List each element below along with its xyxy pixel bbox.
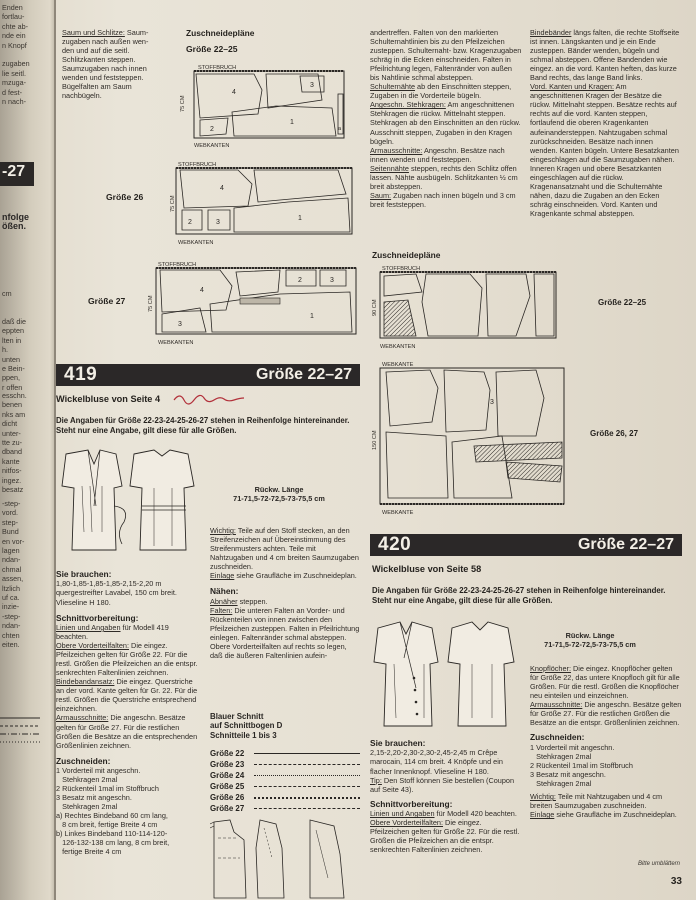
plans-419-title: Zuschneidepläne — [186, 28, 255, 38]
gutter-line: lagen — [2, 546, 20, 555]
schnittvorbereitung-heading: Schnittvorbereitung: — [56, 612, 139, 623]
gutter-line: dicht — [2, 419, 18, 429]
svg-text:3: 3 — [310, 82, 314, 89]
sie-brauchen-paragraph: Tip: Den Stoff können Sie bestellen (Coupon auf Seite 43). — [370, 775, 515, 794]
svg-text:STOFFBRUCH: STOFFBRUCH — [382, 266, 421, 272]
cutting-plan-419-27 — [140, 258, 364, 348]
model-419-intro: Die Angaben für Größe 22-23-24-25-26-27 stehen in Reihenfolge hintereinander. Steht nur eine Angabe, gilt diese für alle Größen. — [56, 416, 350, 435]
text-line: zugaben nach außen wen- — [62, 37, 149, 47]
wichtig-paragraph-420: Wichtig: Teile mit Nahtzugaben und 4 cm breiten Saumzugaben zuschneiden. — [530, 791, 663, 811]
size-legend-row — [210, 803, 360, 814]
size-legend-line — [254, 797, 360, 799]
size-legend-row — [210, 748, 360, 759]
schnittvorbereitung-text — [56, 623, 202, 750]
svg-text:75 CM: 75 CM — [170, 195, 176, 212]
size-legend-label: Größe 22 — [210, 748, 245, 758]
gutter-line: benen — [2, 400, 22, 410]
size-legend-row — [210, 792, 360, 803]
model-419-illustration — [58, 446, 198, 558]
svg-text:1: 1 — [310, 313, 314, 320]
zuschneiden-item: 3 Besatz mit angeschn. — [56, 793, 132, 803]
model-419-col1-text — [56, 569, 202, 857]
gutter-line: daß die — [2, 317, 26, 326]
col3-paragraph: andertreffen. Falten von den markierten Schulternahtlinien bis zu den Pfeilzeichen zusteppen. Schulternaht- bzw. Kragenzugaben schräg in die Ecken einschneiden. Falten in Pfeilrichtung legen, Faltenränder von außen bis Nahtlinie schmal absteppen. — [370, 28, 522, 83]
back-length-value: 71-71,5-72-72,5-73-75,5 cm — [233, 493, 325, 503]
model-420-size-range: Größe 22–27 — [577, 536, 674, 554]
model-420-col-b-text — [530, 664, 682, 819]
model-419-size-range: Größe 22–27 — [255, 366, 352, 384]
model-419-title: Wickelbluse von Seite 4 — [56, 394, 161, 404]
gutter-line: nde ein — [2, 31, 26, 41]
gutter-line: uf ca. — [2, 593, 20, 602]
gutter-line: nitfos- — [2, 466, 22, 476]
text-line: Schlitzkanten steppen. — [62, 55, 136, 65]
sie-brauchen-heading-420: Sie brauchen: — [370, 738, 426, 748]
model-420-title: Wickelbluse von Seite 58 — [372, 564, 482, 574]
svg-text:WEBKANTEN: WEBKANTEN — [380, 344, 416, 350]
plans-419-size-main: Größe 22–25 — [186, 44, 238, 54]
svg-text:90 CM: 90 CM — [372, 299, 378, 316]
gutter-line: chmal — [2, 564, 22, 574]
gutter-line: esschn. — [2, 391, 27, 400]
zuschneiden-item: fertige Breite 4 cm — [56, 847, 122, 857]
cutting-plan-420-22-25 — [366, 262, 562, 350]
gutter-line: ndan- — [2, 555, 21, 565]
gutter-line: unter- — [2, 428, 21, 438]
model-420-intro: Die Angaben für Größe 22-23-24-25-26-27 stehen in Reihenfolge hintereinander. Steht nur eine Angabe, gilt diese für alle Größen. — [372, 586, 666, 605]
gutter-line: Bund — [2, 527, 19, 537]
red-scribble-mark — [172, 390, 246, 406]
gutter-line: ltzlich — [2, 583, 20, 593]
gutter-line: h. — [2, 345, 8, 355]
gutter-line: mzuga- — [2, 78, 26, 88]
zuschneiden-heading-420: Zuschneiden: — [530, 732, 585, 743]
zuschneiden-item: b) Linkes Bindeband 110-114-120- — [56, 829, 168, 839]
svg-text:3: 3 — [330, 277, 334, 284]
schnittvorbereitung-text-420 — [370, 809, 522, 854]
svg-text:2: 2 — [188, 219, 192, 226]
naehen-heading: Nähen: — [210, 586, 239, 597]
gutter-line: dband — [2, 447, 22, 457]
zuschneiden-item-420: 3 Besatz mit angeschn. — [530, 769, 606, 779]
plans-420-size-b: Größe 26, 27 — [590, 429, 639, 438]
gutter-line: n nach- — [2, 97, 26, 106]
gutter-line: d fest- — [2, 87, 22, 97]
size-legend-row — [210, 770, 360, 781]
model-419-col2-text — [210, 526, 360, 660]
col3-paragraph: Schulternähte ab den Einschnitten steppen, Zugaben in die Vorderteile bügeln. — [370, 82, 512, 101]
gutter-line: chten — [2, 630, 20, 640]
zuschneiden-item: 126-132-138 cm lang, 8 cm breit, — [56, 838, 170, 848]
blauer-schnitt-block — [210, 712, 282, 740]
naehen-text — [210, 597, 360, 660]
size-legend-label: Größe 25 — [210, 781, 245, 791]
svg-text:WEBKANTE: WEBKANTE — [382, 510, 414, 516]
size-legend-line — [254, 764, 360, 765]
gutter-line: -step- — [2, 499, 21, 508]
col3-paragraph: Seitennähte steppen, rechts den Schlitz offen lassen. Nähte ausbügeln. Schlitzkanten ½ cm breit absteppen. — [370, 163, 518, 191]
blauer-schnitt-line2: Schnitteile 1 bis 3 — [210, 730, 277, 740]
text-line: wenden und feststeppen. — [62, 73, 144, 83]
gutter-line: eppten — [2, 326, 24, 336]
gutter-line: eiten. — [2, 640, 20, 649]
schnitt-paragraph: Armausschnitte: Die angeschn. Besätze gelten für Größe 27. Für die restlichen Größen die Besätze an die entsprechenden Größenlinien zeichnen. — [56, 713, 198, 750]
svg-text:1: 1 — [298, 215, 302, 222]
size-legend-row — [210, 781, 360, 792]
svg-text:WEBKANTEN: WEBKANTEN — [178, 240, 214, 246]
size-legend-label: Größe 27 — [210, 803, 245, 813]
zuschneiden-item-420: Stehkragen 2mal — [530, 778, 592, 788]
knopf-paragraph: Armausschnitte: Die angeschn. Besätze gelten für Größe 27. Für die restlichen Größen die Besätze an die entspr. Größenlinien zeichnen. — [530, 700, 682, 728]
gutter-line: Enden — [2, 3, 23, 12]
plans-420-size-a: Größe 22–25 — [598, 298, 647, 307]
zuschneiden-item: Stehkragen 2mal — [56, 775, 118, 785]
zuschneiden-item: 1 Vorderteil mit angeschn. — [56, 766, 141, 776]
gutter-line: besatz — [2, 485, 24, 494]
schnitt-paragraph-420: Obere Vorderteilfalten: Die eingez. Pfeilzeichen gelten für Größe 22. Für die restl. Größen die Pfeilzeichen an die entspr. senkrechten Faltenlinien zeichnen. — [370, 818, 520, 855]
stoffbruch-label: STOFFBRUCH — [198, 65, 237, 71]
zuschneiden-item: a) Rechtes Bindeband 60 cm lang, — [56, 811, 168, 821]
gutter-line: unten — [2, 354, 20, 364]
gutter-line: -step- — [2, 611, 21, 621]
col4-paragraph: Bindebänder längs falten, die rechte Stoffseite ist innen. Längskanten und je ein Ende zusteppen. Bänder wenden, bügeln und schmal absteppen. Offene Bandenden wie eingez. an die vord. Kanten heften, das kurze Band rechts, das lange Band links. — [530, 28, 680, 83]
col4-bindebaender-text — [530, 28, 682, 218]
gutter-line: e Bein- — [2, 364, 25, 373]
gutter-line: n Knopf — [2, 40, 27, 50]
gutter-line: fortlau- — [2, 12, 25, 22]
svg-text:2: 2 — [210, 126, 214, 133]
zuschneiden-item: Stehkragen 2mal — [56, 802, 118, 812]
text-line: den und auf die seitl. — [62, 46, 130, 56]
model-419-banner — [56, 364, 360, 386]
size-legend-line — [254, 753, 360, 754]
saum-schlitze-text — [62, 28, 174, 100]
knopfloecher-text — [530, 664, 682, 727]
size-legend-line — [254, 808, 360, 809]
model-419-number: 419 — [64, 364, 98, 386]
svg-text:a: a — [338, 126, 342, 132]
schnitt-paragraph: Linien und Angaben für Modell 419 beachten. — [56, 622, 169, 642]
gutter-line: vord. — [2, 508, 18, 518]
zuschneiden-list — [56, 766, 202, 856]
text-line: Bügelfalten am Saum — [62, 82, 132, 92]
knopf-paragraph: Knopflöcher: Die eingez. Knopflöcher gelten für Größe 22, das untere Knopfloch gilt für alle Größen. Für die restl. Größen die Knopflöcher neu einteilen und einzeichnen. — [530, 664, 680, 701]
gutter-line: lten in — [2, 335, 22, 345]
gutter-line: ppen, — [2, 373, 20, 383]
schnitt-paragraph-420: Linien und Angaben für Modell 420 beachten. — [370, 809, 517, 819]
size-legend-table — [210, 748, 360, 814]
wichtig-text-420 — [530, 792, 682, 819]
gutter-line: r offen — [2, 382, 23, 392]
cutting-plan-419-22-25 — [172, 60, 362, 152]
back-length-label: Rückw. Länge — [254, 485, 304, 494]
gutter-line: nks am — [2, 409, 26, 419]
size-legend-row — [210, 759, 360, 770]
zuschneiden-item-420: Stehkragen 2mal — [530, 751, 592, 761]
size-legend-label: Größe 23 — [210, 759, 245, 769]
col3-paragraph: Angeschn. Stehkragen: Am angeschnittenen Stehkragen die rückw. Mittelnaht steppen. Stehkragen ab den Einschnitten an den rückw. Ausschnitt steppen, Zugaben in den Kragen bügeln. — [370, 100, 521, 146]
schnitt-paragraph: Bindebandansatz: Die eingez. Querstriche an der vord. Kante gelten für Gr. 22. Für die restl. Größen die Querstriche entsprechend einzeichnen. — [56, 677, 198, 714]
text-line: Saumzugaben nach innen — [62, 64, 147, 74]
schnittvorbereitung-heading-420: Schnittvorbereitung: — [370, 798, 453, 809]
back-length-label-420: Rückw. Länge — [565, 631, 615, 640]
svg-text:4: 4 — [220, 185, 224, 192]
gutter-line: ndan- — [2, 621, 21, 631]
sie-brauchen-paragraph: 2,15-2,20-2,30-2,30-2,45-2,45 m Crêpe marocain, 114 cm breit. 4 Knöpfe und ein flacher Innenknopf. Vlieseline H 180. — [370, 748, 503, 776]
plans-419-size-27: Größe 27 — [88, 296, 126, 306]
previous-page-edge — [0, 0, 54, 900]
gutter-line: chte ab- — [2, 21, 28, 31]
size-legend-label: Größe 24 — [210, 770, 245, 780]
model-420-illustration — [372, 618, 518, 732]
gutter-line-marks — [0, 712, 52, 752]
wichtig-paragraph: Wichtig: Teile auf den Stoff stecken, an den Streifenzeichen auf Übereinstimmung des Streifenmusters achten. Teile mit Nahtzugaben und 4 cm breiten Saumzugaben zuschneiden. — [210, 526, 359, 572]
zuschneiden-list-420 — [530, 743, 682, 788]
svg-text:WEBKANTEN: WEBKANTEN — [158, 340, 194, 346]
svg-text:1: 1 — [290, 119, 294, 126]
plans-419-size-26: Größe 26 — [106, 192, 144, 202]
zuschneiden-item-420: 2 Rückenteil 1mal im Stoffbruch — [530, 760, 633, 770]
wichtig-paragraph: Einlage siehe Graufläche im Zuschneideplan. — [210, 571, 357, 581]
gutter-line: tte zu- — [2, 438, 22, 447]
zuschneiden-item: 2 Rückenteil 1mal im Stoffbruch — [56, 784, 159, 794]
naehen-paragraph: Falten: Die unteren Falten an Vorder- und Rückenteilen von innen zwischen den Pfeilzeichen zusteppen. Falten in Pfeilrichtung einlegen. Faltenränder schmal absteppen. Obere Vorderteilfalten auf rechts so legen, daß die äußeren Faltenlinien aufein- — [210, 605, 360, 660]
zuschneiden-item-420: 1 Vorderteil mit angeschn. — [530, 742, 615, 752]
svg-text:75 CM: 75 CM — [180, 95, 186, 112]
wichtig-text — [210, 526, 360, 580]
model-420-back-length — [520, 632, 660, 650]
sie-brauchen-text-420 — [370, 748, 522, 793]
gutter-line: kante — [2, 456, 20, 466]
pattern-pieces-sketch — [210, 818, 360, 900]
gutter-size-box: -27 — [0, 162, 34, 186]
svg-text:STOFFBRUCH: STOFFBRUCH — [158, 262, 197, 268]
size-legend-line — [254, 786, 360, 787]
svg-text:150 CM: 150 CM — [372, 430, 378, 450]
zuschneiden-heading: Zuschneiden: — [56, 755, 111, 766]
size-legend-line — [254, 775, 360, 776]
gutter-line: ößen. — [2, 221, 26, 232]
blauer-schnitt-heading: Blauer Schnitt — [210, 712, 264, 721]
col3-paragraph: Saum: Zugaben nach innen bügeln und 3 cm breit feststeppen. — [370, 190, 516, 209]
wichtig-paragraph-420: Einlage siehe Graufläche im Zuschneideplan. — [530, 810, 677, 820]
text-line: Saum und Schlitze: Saum- — [62, 28, 149, 37]
turn-page-note: Bitte umblättern — [637, 860, 680, 867]
gutter-line: lie seitl. — [2, 68, 26, 78]
text-line: nachbügeln. — [62, 91, 102, 101]
size-legend-label: Größe 26 — [210, 792, 245, 802]
page-number: 33 — [670, 875, 682, 887]
svg-text:4: 4 — [232, 89, 236, 96]
model-419-back-length — [224, 486, 334, 504]
gutter-line: step- — [2, 517, 18, 527]
svg-text:4: 4 — [200, 287, 204, 294]
zuschneiden-item: 8 cm breit, fertige Breite 4 cm — [56, 820, 158, 830]
gutter-cm: cm — [2, 289, 12, 298]
gutter-line: inzie- — [2, 602, 20, 612]
svg-text:2: 2 — [298, 277, 302, 284]
sie-brauchen-heading: Sie brauchen: — [56, 569, 112, 579]
svg-text:3: 3 — [178, 321, 182, 328]
svg-text:3: 3 — [216, 219, 220, 226]
model-420-banner — [370, 534, 682, 556]
cutting-plan-419-26 — [168, 158, 362, 248]
col4-paragraph: Vord. Kanten und Kragen: Am angeschnittenen Kragen der Besätze die rückw. Mittelnaht steppen. Besätze rechts auf rechts auf die vord. Kanten steppen, fortlaufend die oberen Kragenkanten aufeinandersteppen. Nahtzugaben schmal zurückschneiden. Besätze nach innen wenden. Kanten bügeln. Untere Besatzkanten eingeschlagen auf die Saumzugaben nähen. Inneren Kragen und obere Besatzkanten eingeschlagen auf die rückw. Kragenansatznaht und die Schulternähte nähen, dazu die Zugaben an den Ecken schräg einschneiden. Vord. Kanten und Kragenkante schmal absteppen. — [530, 82, 679, 218]
cutting-plan-420-26-27 — [366, 358, 570, 518]
col3-paragraph: Armausschnitte: Angeschn. Besätze nach innen wenden und feststeppen. — [370, 145, 505, 164]
sie-brauchen-text: 1,80-1,85-1,85-1,85-2,15-2,20 m quergestreifter Lavabel, 150 cm breit. Vlieseline H 180. — [56, 579, 177, 607]
plans-420-title: Zuschneidepläne — [372, 250, 441, 260]
gutter-line: nfolge — [2, 212, 29, 222]
model-420-col-a-text — [370, 738, 522, 854]
svg-text:WEBKANTE: WEBKANTE — [382, 362, 414, 368]
model-420-number: 420 — [378, 534, 412, 556]
svg-text:75 CM: 75 CM — [148, 295, 154, 312]
blauer-schnitt-line1: auf Schnittbogen D — [210, 721, 283, 731]
naehen-paragraph: Abnäher steppen. — [210, 596, 268, 606]
svg-text:3: 3 — [490, 399, 494, 406]
gutter-line: en vor- — [2, 536, 25, 546]
svg-text:STOFFBRUCH: STOFFBRUCH — [178, 162, 217, 168]
back-length-value-420: 71-71,5-72-72,5-73-75,5 cm — [544, 639, 636, 649]
schnitt-paragraph: Obere Vorderteilfalten: Die eingez. Pfeilzeichen gelten für Größe 22. Für die restl. Größen die Pfeilzeichen an die entspr. senkrechten Faltenlinien zeichnen. — [56, 641, 198, 678]
gutter-line: assen, — [2, 574, 24, 584]
webkanten-label: WEBKANTEN — [194, 143, 230, 149]
gutter-line: ingez. — [2, 475, 22, 485]
gutter-line: zugaben — [2, 59, 30, 69]
col3-naehen-continued — [370, 28, 522, 209]
